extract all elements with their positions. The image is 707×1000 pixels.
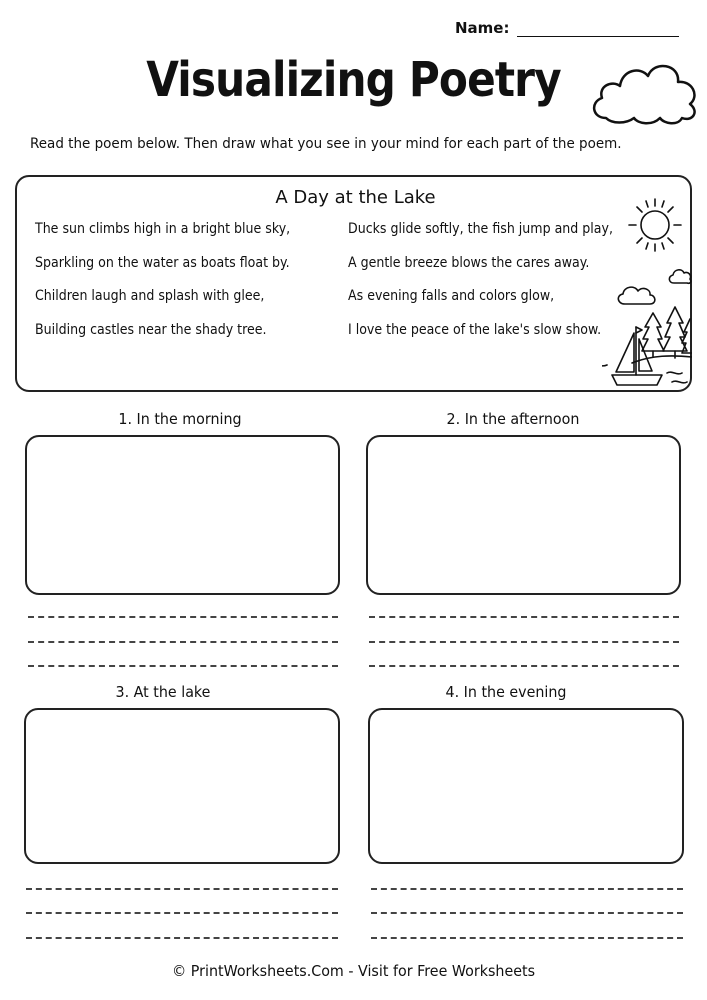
section-label-evening: 4. In the evening (445, 683, 567, 701)
poem-left-stanza (35, 221, 290, 355)
poem-box (15, 175, 692, 392)
poem-title: A Day at the Lake (275, 187, 436, 208)
poem-line: As evening falls and colors glow, (348, 288, 555, 304)
writing-line[interactable] (26, 888, 338, 890)
poem-line: Children laugh and splash with glee, (35, 288, 265, 304)
writing-line[interactable] (371, 937, 683, 939)
writing-line[interactable] (28, 616, 338, 618)
section-label-at-the-lake: 3. At the lake (115, 683, 211, 701)
lake-scene-illustration (602, 187, 692, 387)
writing-line[interactable] (28, 665, 338, 667)
instructions-text: Read the poem below. Then draw what you see in your mind for each part of the poem. (30, 136, 622, 152)
drawing-box-evening[interactable] (368, 708, 684, 864)
name-field[interactable] (455, 18, 679, 37)
sun-icon (629, 199, 681, 251)
poem-line: I love the peace of the lake's slow show. (348, 321, 602, 338)
section-label-morning: 1. In the morning (118, 410, 242, 428)
poem-line: Sparkling on the water as boats float by. (35, 254, 290, 271)
pine-tree-icon (642, 307, 692, 358)
poem-line: The sun climbs high in a bright blue sky, (35, 221, 291, 237)
drawing-box-afternoon[interactable] (366, 435, 681, 595)
writing-line[interactable] (26, 912, 338, 914)
drawing-box-at-the-lake[interactable] (24, 708, 340, 864)
writing-line[interactable] (26, 937, 338, 939)
writing-line[interactable] (28, 641, 338, 643)
writing-line[interactable] (369, 616, 679, 618)
poem-line: A gentle breeze blows the cares away. (348, 254, 590, 271)
cloud-icon (588, 52, 703, 127)
page-title: Visualizing Poetry (146, 52, 561, 108)
cloud-icon (618, 287, 655, 304)
writing-line[interactable] (371, 912, 683, 914)
poem-line: Ducks glide softly, the fish jump and play, (348, 221, 613, 237)
drawing-box-morning[interactable] (25, 435, 340, 595)
footer-credit: © PrintWorksheets.Com - Visit for Free Worksheets (171, 962, 536, 980)
name-blank-line[interactable] (517, 18, 679, 37)
section-label-afternoon: 2. In the afternoon (446, 410, 580, 428)
sailboat-icon (612, 327, 662, 385)
cloud-icon (669, 270, 690, 283)
writing-line[interactable] (369, 665, 679, 667)
writing-line[interactable] (369, 641, 679, 643)
writing-line[interactable] (371, 888, 683, 890)
poem-right-stanza (348, 221, 613, 355)
poem-line: Building castles near the shady tree. (35, 321, 267, 338)
name-label: Name: (455, 19, 510, 37)
